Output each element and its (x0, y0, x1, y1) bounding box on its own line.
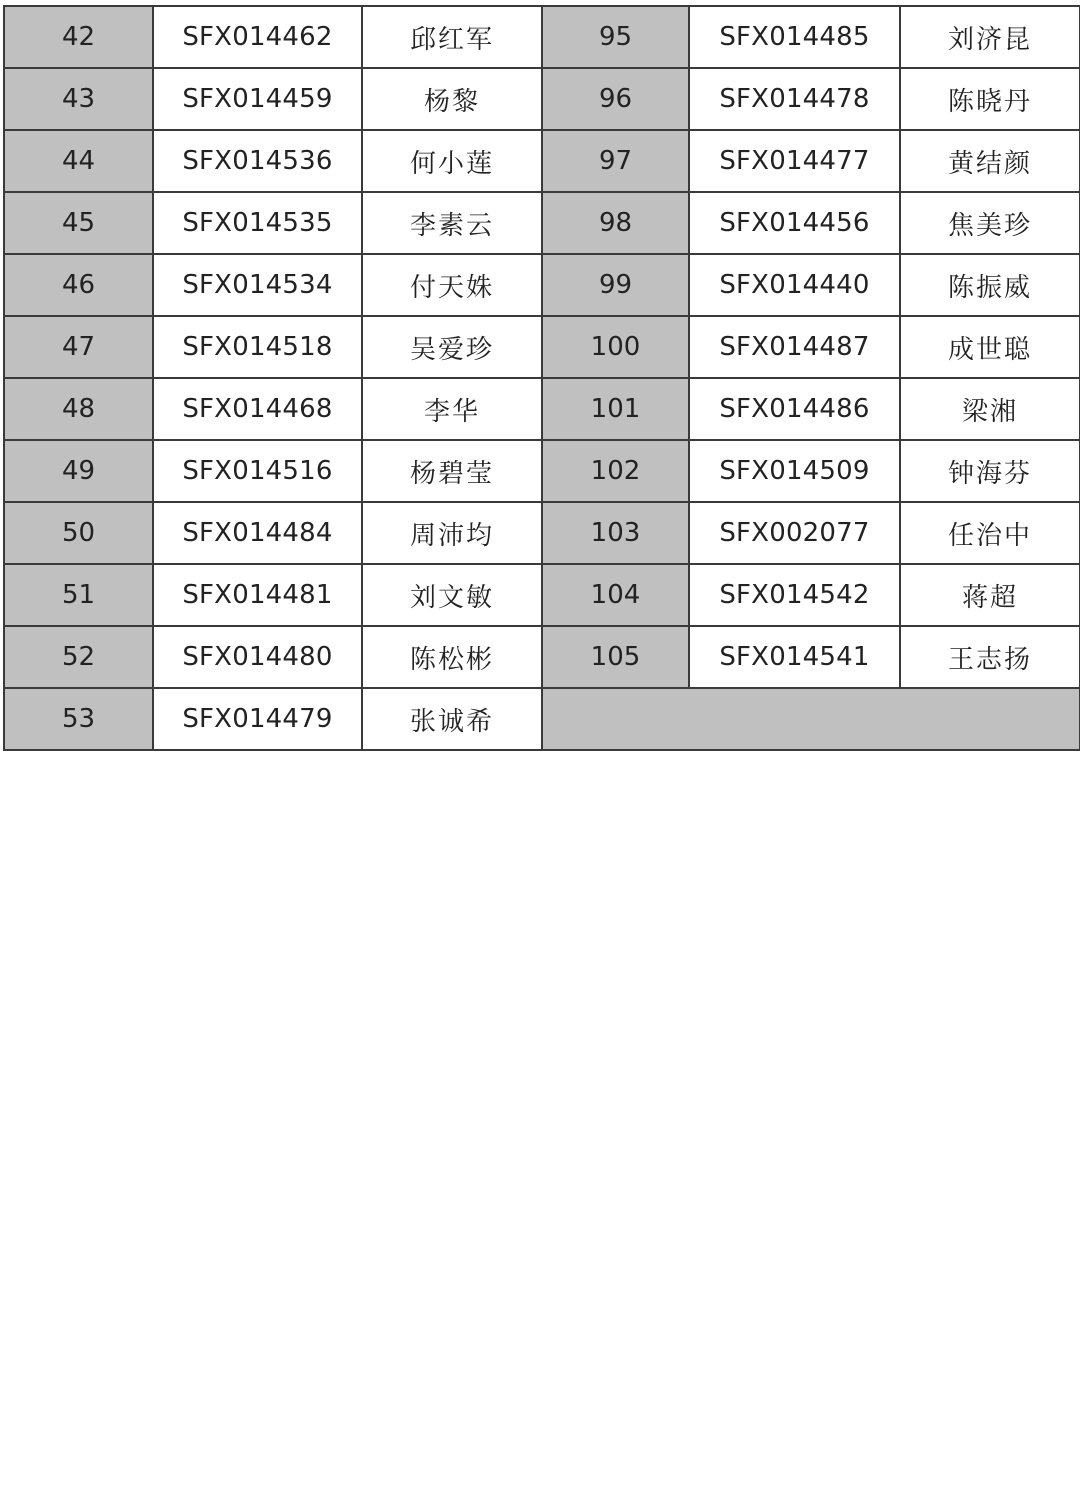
table-row (4, 626, 1080, 688)
table-row (4, 6, 1080, 68)
serial-number-cell: 102 (542, 440, 689, 502)
member-code-cell: SFX014484 (153, 502, 362, 564)
member-name-cell: 陈松彬 (362, 626, 542, 688)
member-name-cell: 张诚希 (362, 688, 542, 750)
member-name-cell: 周沛均 (362, 502, 542, 564)
serial-number-cell: 95 (542, 6, 689, 68)
member-name-cell: 吴爱珍 (362, 316, 542, 378)
member-name-cell: 黄结颜 (900, 130, 1080, 192)
serial-number-cell: 47 (4, 316, 153, 378)
member-code-cell: SFX014480 (153, 626, 362, 688)
member-code-cell: SFX014481 (153, 564, 362, 626)
member-name-cell: 成世聪 (900, 316, 1080, 378)
serial-number-cell: 99 (542, 254, 689, 316)
serial-number-cell: 52 (4, 626, 153, 688)
member-name-cell: 钟海芬 (900, 440, 1080, 502)
serial-number-cell: 45 (4, 192, 153, 254)
empty-filler-cell (542, 688, 1080, 750)
member-name-cell: 刘文敏 (362, 564, 542, 626)
serial-number-cell: 51 (4, 564, 153, 626)
member-code-cell: SFX014479 (153, 688, 362, 750)
serial-number-cell: 97 (542, 130, 689, 192)
serial-number-cell: 44 (4, 130, 153, 192)
member-code-cell: SFX014440 (689, 254, 900, 316)
member-name-cell: 李素云 (362, 192, 542, 254)
member-code-cell: SFX014541 (689, 626, 900, 688)
member-code-cell: SFX014456 (689, 192, 900, 254)
member-name-cell: 陈晓丹 (900, 68, 1080, 130)
member-name-cell: 陈振威 (900, 254, 1080, 316)
roster-table (3, 5, 1080, 751)
member-code-cell: SFX014468 (153, 378, 362, 440)
member-name-cell: 邱红军 (362, 6, 542, 68)
member-code-cell: SFX014486 (689, 378, 900, 440)
serial-number-cell: 53 (4, 688, 153, 750)
member-name-cell: 任治中 (900, 502, 1080, 564)
member-code-cell: SFX014459 (153, 68, 362, 130)
member-code-cell: SFX014462 (153, 6, 362, 68)
serial-number-cell: 96 (542, 68, 689, 130)
table-row (4, 378, 1080, 440)
member-name-cell: 蒋超 (900, 564, 1080, 626)
serial-number-cell: 43 (4, 68, 153, 130)
serial-number-cell: 105 (542, 626, 689, 688)
serial-number-cell: 98 (542, 192, 689, 254)
member-code-cell: SFX014477 (689, 130, 900, 192)
member-name-cell: 王志扬 (900, 626, 1080, 688)
serial-number-cell: 50 (4, 502, 153, 564)
table-row (4, 688, 1080, 750)
member-name-cell: 梁湘 (900, 378, 1080, 440)
serial-number-cell: 49 (4, 440, 153, 502)
serial-number-cell: 101 (542, 378, 689, 440)
serial-number-cell: 103 (542, 502, 689, 564)
member-code-cell: SFX014535 (153, 192, 362, 254)
roster-table-body (4, 6, 1080, 750)
roster-sheet (3, 5, 1079, 751)
member-name-cell: 杨碧莹 (362, 440, 542, 502)
member-code-cell: SFX014542 (689, 564, 900, 626)
serial-number-cell: 104 (542, 564, 689, 626)
member-name-cell: 李华 (362, 378, 542, 440)
member-code-cell: SFX014485 (689, 6, 900, 68)
table-row (4, 316, 1080, 378)
member-code-cell: SFX002077 (689, 502, 900, 564)
member-name-cell: 刘济昆 (900, 6, 1080, 68)
table-row (4, 130, 1080, 192)
table-row (4, 192, 1080, 254)
table-row (4, 440, 1080, 502)
member-code-cell: SFX014536 (153, 130, 362, 192)
serial-number-cell: 100 (542, 316, 689, 378)
table-row (4, 564, 1080, 626)
member-code-cell: SFX014516 (153, 440, 362, 502)
member-code-cell: SFX014478 (689, 68, 900, 130)
serial-number-cell: 46 (4, 254, 153, 316)
member-code-cell: SFX014509 (689, 440, 900, 502)
serial-number-cell: 48 (4, 378, 153, 440)
member-name-cell: 焦美珍 (900, 192, 1080, 254)
member-name-cell: 付天姝 (362, 254, 542, 316)
member-code-cell: SFX014487 (689, 316, 900, 378)
table-row (4, 254, 1080, 316)
serial-number-cell: 42 (4, 6, 153, 68)
member-code-cell: SFX014518 (153, 316, 362, 378)
member-name-cell: 何小莲 (362, 130, 542, 192)
member-name-cell: 杨黎 (362, 68, 542, 130)
member-code-cell: SFX014534 (153, 254, 362, 316)
table-row (4, 68, 1080, 130)
table-row (4, 502, 1080, 564)
